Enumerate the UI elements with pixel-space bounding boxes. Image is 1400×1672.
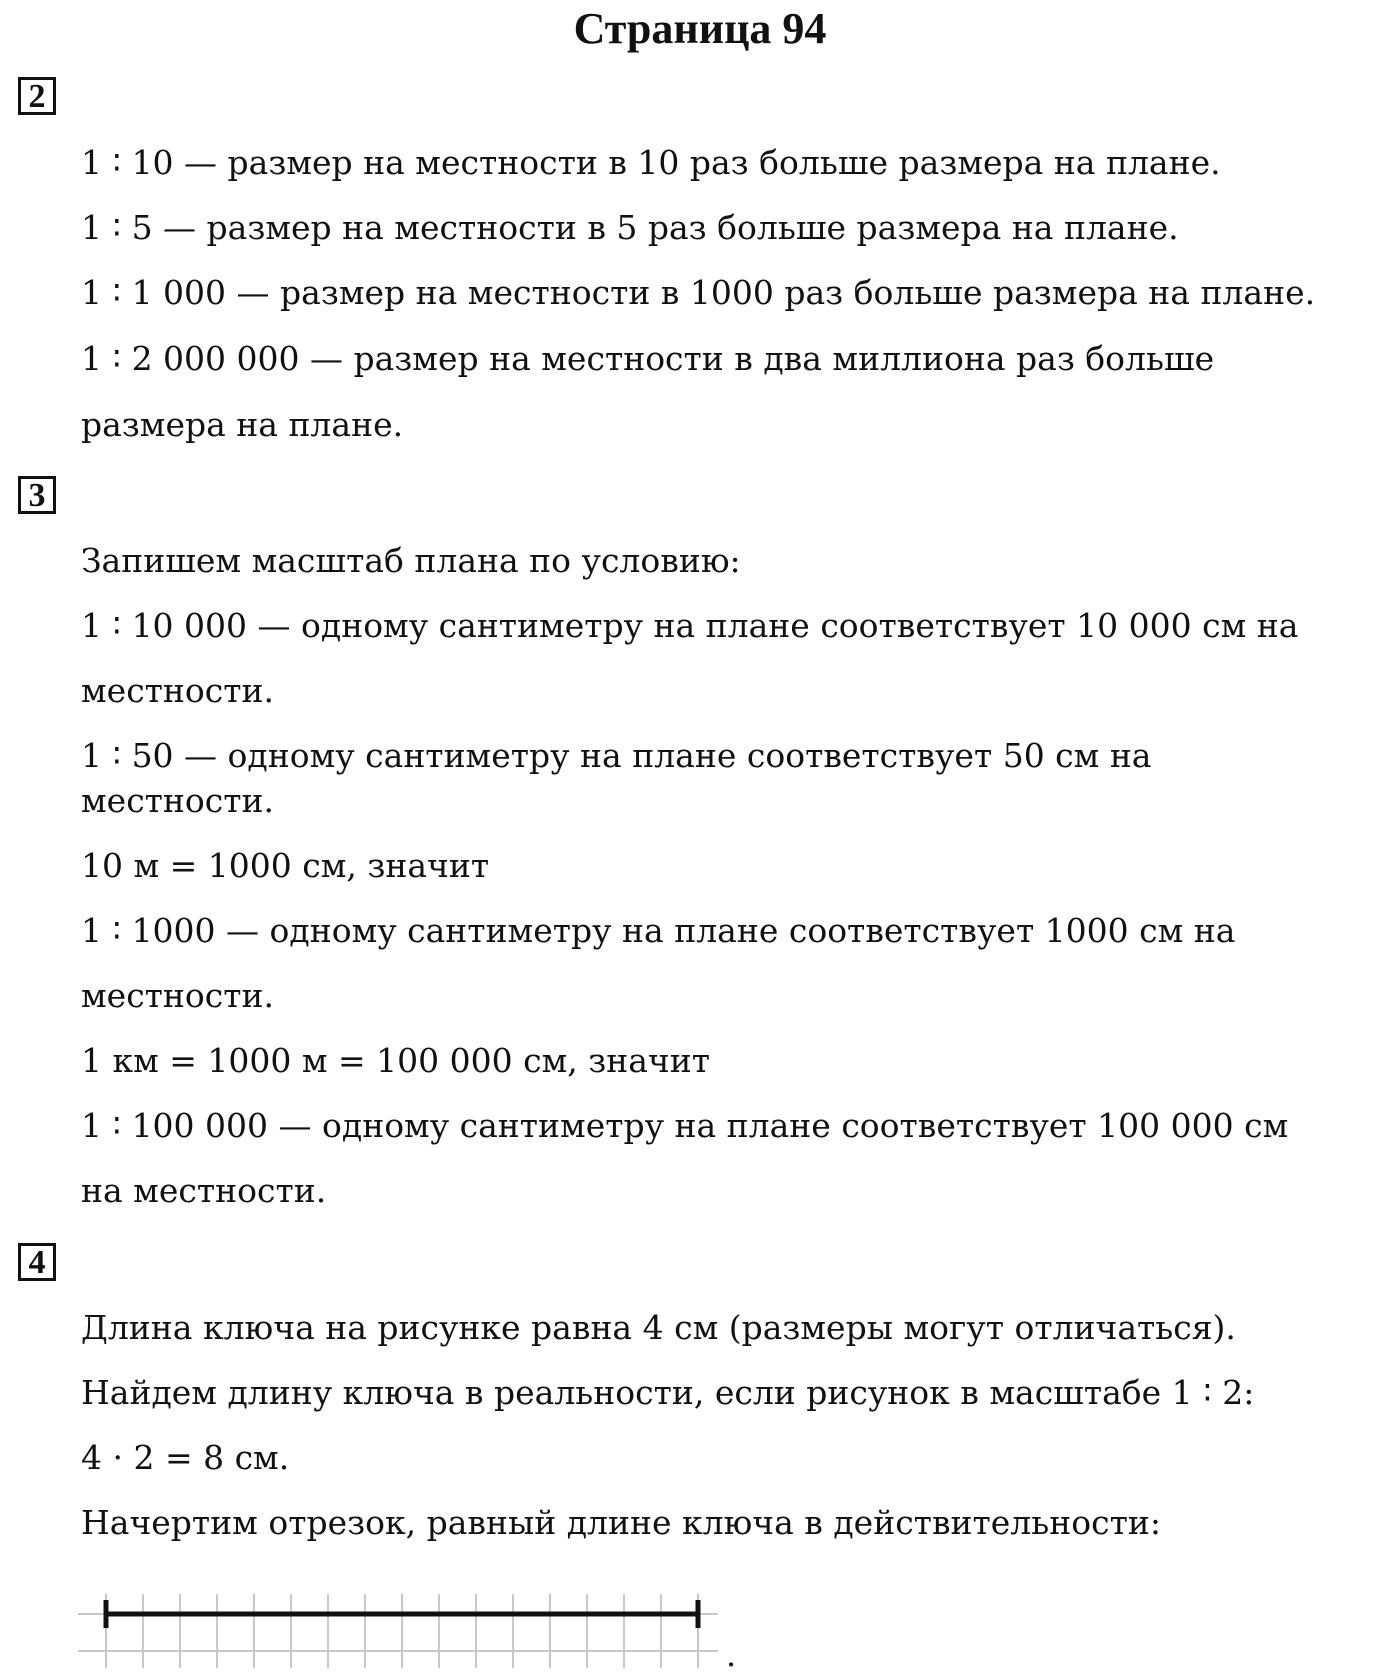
task-4-line: Начертим отрезок, равный длине ключа в действительности:: [81, 1503, 1161, 1542]
task-3-line: 1 км = 1000 м = 100 000 см, значит: [81, 1041, 710, 1080]
task-3-line: местности.: [81, 781, 275, 820]
page-title: Страница 94: [573, 4, 827, 53]
segment-grid: [78, 1590, 737, 1672]
task-2-line: 1 ∶ 5 — размер на местности в 5 раз больше размера на плане.: [81, 208, 1179, 247]
task-3-line: местности.: [81, 671, 275, 710]
task-3-line: Запишем масштаб плана по условию:: [81, 541, 741, 580]
task-4-line: 4 · 2 = 8 см.: [81, 1438, 290, 1477]
task-number-4: 4: [18, 1243, 56, 1281]
task-3-line: на местности.: [81, 1171, 327, 1210]
task-4-line: Длина ключа на рисунке равна 4 см (размеры могут отличаться).: [81, 1308, 1236, 1347]
task-3-line: местности.: [81, 976, 275, 1015]
task-2-line: 1 ∶ 10 — размер на местности в 10 раз больше размера на плане.: [81, 143, 1221, 182]
task-number-2: 2: [18, 77, 56, 115]
segment-trailing-mark: .: [726, 1636, 737, 1672]
task-3-line: 10 м = 1000 см, значит: [81, 846, 490, 885]
grid-lines: [78, 1594, 718, 1668]
task-2-line: 1 ∶ 2 000 000 — размер на местности в два миллиона раз больше: [81, 339, 1215, 378]
task-3-line: 1 ∶ 50 — одному сантиметру на плане соответствует 50 см на: [81, 736, 1152, 775]
segment-grid-svg: [78, 1590, 737, 1672]
task-3-line: 1 ∶ 100 000 — одному сантиметру на плане соответствует 100 000 см: [81, 1106, 1289, 1145]
task-number-3: 3: [18, 476, 56, 514]
task-3-line: 1 ∶ 1000 — одному сантиметру на плане соответствует 1000 см на: [81, 911, 1236, 950]
task-4-line: Найдем длину ключа в реальности, если рисунок в масштабе 1 ∶ 2:: [81, 1373, 1255, 1412]
task-3-line: 1 ∶ 10 000 — одному сантиметру на плане соответствует 10 000 см на: [81, 606, 1299, 645]
task-2-line: 1 ∶ 1 000 — размер на местности в 1000 раз больше размера на плане.: [81, 273, 1316, 312]
task-2-line: размера на плане.: [81, 405, 404, 444]
